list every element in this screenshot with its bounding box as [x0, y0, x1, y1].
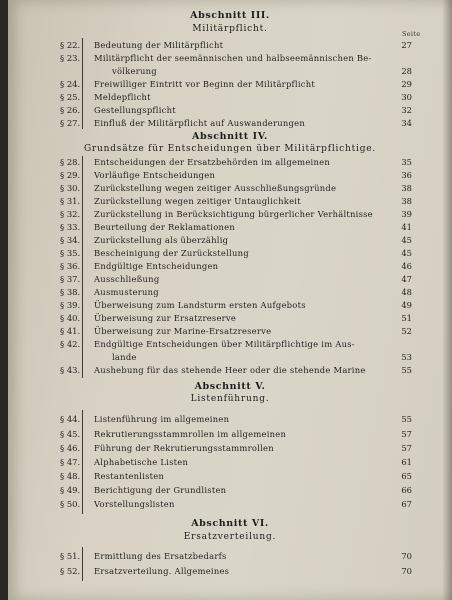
section-number: § 47.	[60, 457, 81, 467]
page-number: 57	[401, 429, 412, 439]
page-number: 45	[401, 235, 412, 245]
page-number: 51	[401, 313, 412, 323]
entry-title: Listenführung im allgemeinen	[94, 414, 230, 424]
entry-title: Vorstellungslisten	[94, 499, 175, 509]
book-page	[8, 0, 452, 600]
page-number: 29	[401, 79, 412, 89]
section-number: § 50.	[60, 499, 81, 509]
entry-title: Bescheinigung der Zurückstellung	[94, 248, 249, 258]
toc-entry	[42, 565, 412, 578]
toc-entry-continuation	[42, 65, 412, 78]
toc-entry	[42, 104, 412, 117]
entry-title: Meldepflicht	[94, 92, 151, 102]
page-number: 46	[401, 261, 412, 271]
section-number: § 37.	[60, 274, 81, 284]
toc-entry	[42, 299, 412, 312]
section-number: § 44.	[60, 414, 81, 424]
section-subheading: Ersatzverteilung.	[183, 532, 277, 542]
section-number: § 28.	[60, 157, 81, 167]
toc-entry	[42, 498, 412, 511]
entry-title: Endgültige Entscheidungen	[94, 261, 219, 271]
page-number: 41	[401, 222, 412, 232]
toc-entry-continuation	[42, 351, 412, 364]
toc-entry	[42, 413, 412, 426]
toc-entry	[42, 456, 412, 469]
entry-title: Restantenlisten	[94, 471, 165, 481]
toc-entry	[42, 428, 412, 441]
entry-title: Endgültige Entscheidungen über Militärpflichtige im Aus-	[94, 339, 355, 349]
section-number: § 52.	[60, 566, 81, 576]
entry-title: Zurückstellung in Berücksichtigung bürgerlicher Verhältnisse	[94, 209, 373, 219]
page-number: 52	[401, 326, 412, 336]
entry-title: Führung der Rekrutierungsstammrollen	[94, 443, 274, 453]
page-number: 57	[401, 443, 412, 453]
page-number: 53	[401, 352, 412, 362]
toc-entry	[42, 260, 412, 273]
section-number: § 39.	[60, 300, 81, 310]
section-number: § 27.	[60, 118, 81, 128]
entry-title: Ermittlung des Ersatzbedarfs	[94, 551, 227, 561]
entry-title: Entscheidungen der Ersatzbehörden im allgemeinen	[94, 157, 330, 167]
page-number: 39	[401, 209, 412, 219]
toc-entry	[42, 325, 412, 338]
section-heading: Abschnitt III.	[190, 10, 270, 21]
toc-entry	[42, 52, 412, 65]
toc-entry	[42, 286, 412, 299]
section-number: § 25.	[60, 92, 81, 102]
section-number: § 46.	[60, 443, 81, 453]
page-number: 45	[401, 248, 412, 258]
section-number: § 31.	[60, 196, 81, 206]
section-number: § 36.	[60, 261, 81, 271]
page-number: 30	[401, 92, 412, 102]
toc-entry	[42, 247, 412, 260]
toc-entry	[42, 338, 412, 351]
page-number: 65	[401, 471, 412, 481]
page-number: 70	[401, 551, 412, 561]
entry-title: Freiwilliger Eintritt vor Beginn der Militärpflicht	[94, 79, 315, 89]
page-number: 35	[401, 157, 412, 167]
entry-title: Überweisung zum Landsturm ersten Aufgebots	[94, 300, 306, 310]
page-number: 67	[401, 499, 412, 509]
toc-entry	[42, 91, 412, 104]
section-number: § 22.	[60, 40, 81, 50]
toc-entry	[42, 195, 412, 208]
page-number: 28	[401, 66, 412, 76]
section-number: § 32.	[60, 209, 81, 219]
section-number: § 42.	[60, 339, 81, 349]
page-number: 55	[401, 414, 412, 424]
section-number: § 41.	[60, 326, 81, 336]
page-number: 55	[401, 365, 412, 375]
section-number: § 35.	[60, 248, 81, 258]
section-number: § 49.	[60, 485, 81, 495]
page-number: 70	[401, 566, 412, 576]
entry-title: Zurückstellung wegen zeitiger Untauglichkeit	[94, 196, 301, 206]
seite-column-label: Seite	[402, 30, 421, 38]
section-heading: Abschnitt V.	[194, 381, 266, 392]
entry-title: Überweisung zur Ersatzreserve	[94, 313, 237, 323]
section-number: § 29.	[60, 170, 81, 180]
entry-title: Bedeutung der Militärpflicht	[94, 40, 224, 50]
section-number: § 43.	[60, 365, 81, 375]
toc-entry	[42, 442, 412, 455]
section-number: § 34.	[60, 235, 81, 245]
entry-title: Alphabetische Listen	[94, 457, 189, 467]
toc-entry	[42, 364, 412, 377]
page-number: 32	[401, 105, 412, 115]
section-number: § 33.	[60, 222, 81, 232]
page-number: 47	[401, 274, 412, 284]
entry-title: Aushebung für das stehende Heer oder die stehende Marine	[94, 365, 366, 375]
entry-title: Einfluß der Militärpflicht auf Auswanderungen	[94, 118, 306, 128]
entry-title: lande	[112, 352, 137, 362]
toc-entry	[42, 208, 412, 221]
toc-entry	[42, 117, 412, 130]
toc-entry	[42, 169, 412, 182]
page-number: 38	[401, 196, 412, 206]
entry-title: Zurückstellung wegen zeitiger Ausschließungsgründe	[94, 183, 337, 193]
section-number: § 40.	[60, 313, 81, 323]
page-edge-shadow	[442, 0, 452, 600]
entry-title: Berichtigung der Grundlisten	[94, 485, 227, 495]
section-number: § 23.	[60, 53, 81, 63]
toc-entry	[42, 312, 412, 325]
toc-entry	[42, 234, 412, 247]
toc-entry	[42, 221, 412, 234]
section-heading: Abschnitt VI.	[191, 518, 269, 529]
section-number: § 38.	[60, 287, 81, 297]
toc-entry	[42, 484, 412, 497]
page-number: 61	[401, 457, 412, 467]
section-subheading: Listenführung.	[190, 394, 270, 404]
toc-entry	[42, 156, 412, 169]
page-number: 27	[401, 40, 412, 50]
section-subheading: Militärpflicht.	[192, 24, 268, 34]
section-number: § 45.	[60, 429, 81, 439]
page-number: 66	[401, 485, 412, 495]
entry-title: Ersatzverteilung. Allgemeines	[94, 566, 230, 576]
toc-entry	[42, 550, 412, 563]
entry-title: Gestellungspflicht	[94, 105, 176, 115]
toc-entry	[42, 470, 412, 483]
toc-entry	[42, 273, 412, 286]
toc-entry	[42, 78, 412, 91]
section-number: § 24.	[60, 79, 81, 89]
page-number: 34	[401, 118, 412, 128]
section-number: § 51.	[60, 551, 81, 561]
section-number: § 26.	[60, 105, 81, 115]
section-heading: Abschnitt IV.	[192, 131, 268, 142]
page-number: 49	[401, 300, 412, 310]
entry-title: Militärpflicht der seemännischen und halbseemännischen Be-	[94, 53, 372, 63]
entry-title: Vorläufige Entscheidungen	[94, 170, 216, 180]
entry-title: Zurückstellung als überzählig	[94, 235, 229, 245]
entry-title: Ausmusterung	[94, 287, 159, 297]
toc-entry	[42, 39, 412, 52]
page-number: 48	[401, 287, 412, 297]
entry-title: Rekrutierungsstammrollen im allgemeinen	[94, 429, 287, 439]
entry-title: Ausschließung	[94, 274, 160, 284]
entry-title: völkerung	[112, 66, 157, 76]
section-number: § 48.	[60, 471, 81, 481]
entry-title: Überweisung zur Marine-Ersatzreserve	[94, 326, 272, 336]
entry-title: Beurteilung der Reklamationen	[94, 222, 236, 232]
page-number: 38	[401, 183, 412, 193]
toc-entry	[42, 182, 412, 195]
section-subheading: Grundsätze für Entscheidungen über Militärpflichtige.	[83, 144, 377, 154]
section-number: § 30.	[60, 183, 81, 193]
page-number: 36	[401, 170, 412, 180]
